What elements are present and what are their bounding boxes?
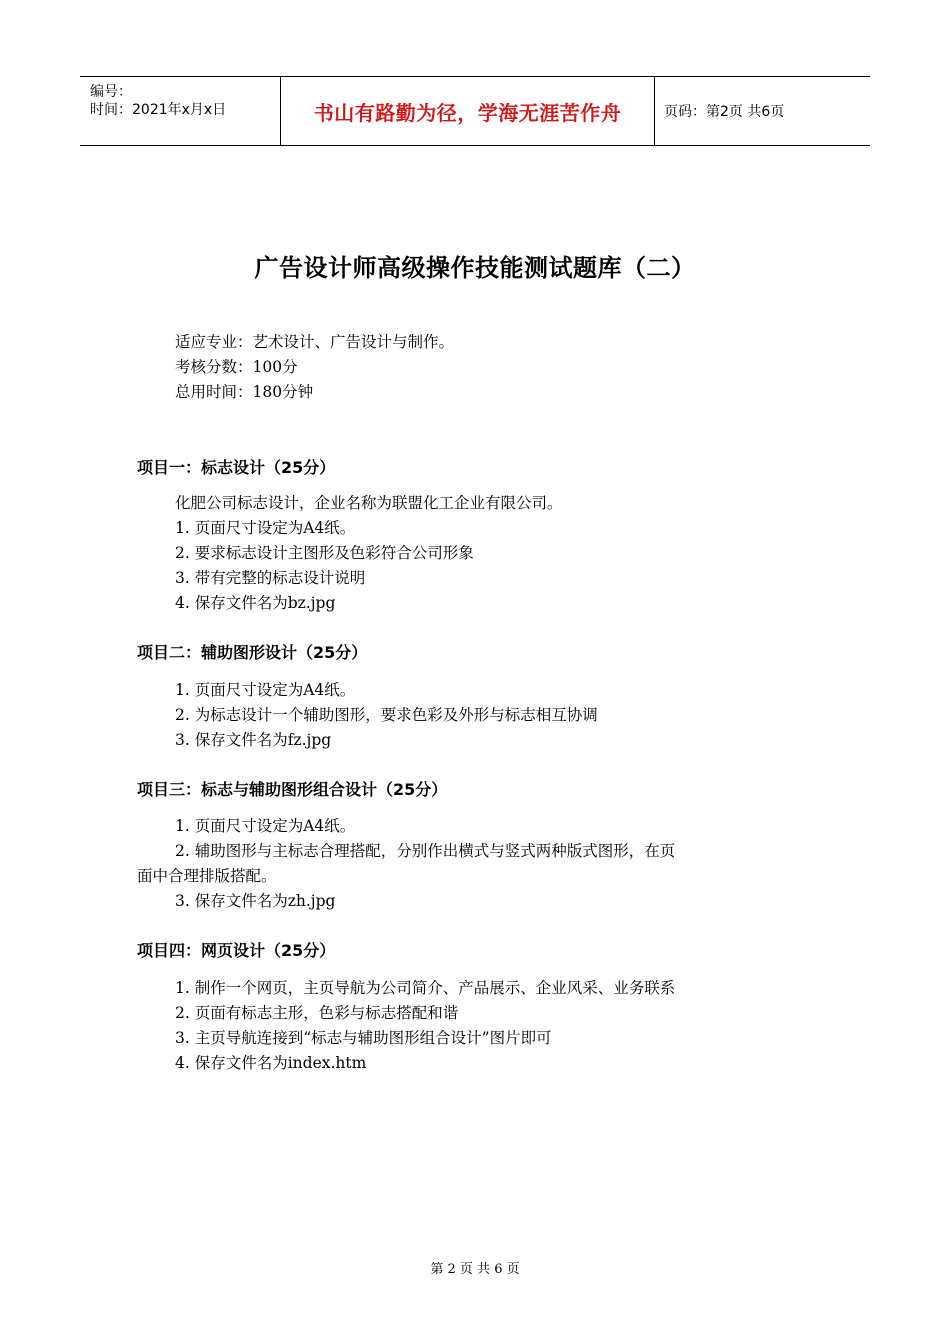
section-heading: 项目三：标志与辅助图形组合设计（25分） — [137, 780, 448, 799]
list-item: 1. 页面尺寸设定为A4纸。 — [175, 817, 356, 835]
list-item: 3. 保存文件名为zh.jpg — [175, 892, 336, 910]
header-page-info: 页码：第2页 共6页 — [664, 104, 785, 120]
header-motto: 书山有路勤为径，学海无涯苦作舟 — [281, 77, 655, 145]
number-label: 编号： — [90, 84, 132, 100]
list-item: 3. 主页导航连接到“标志与辅助图形组合设计”图片即可 — [175, 1029, 552, 1047]
meta-time: 总用时间：180分钟 — [175, 383, 314, 401]
list-item-continuation: 面中合理排版搭配。 — [137, 867, 277, 885]
list-item: 2. 辅助图形与主标志合理搭配，分别作出横式与竖式两种版式图形，在页 — [175, 842, 676, 860]
section-heading: 项目四：网页设计（25分） — [137, 941, 336, 960]
section-heading: 项目一：标志设计（25分） — [137, 458, 336, 477]
meta-score: 考核分数：100分 — [175, 358, 298, 376]
page-footer: 第 2 页 共 6 页 — [430, 1262, 520, 1277]
list-item: 1. 制作一个网页，主页导航为公司简介、产品展示、企业风采、业务联系 — [175, 979, 676, 997]
list-item: 4. 保存文件名为index.htm — [175, 1054, 367, 1072]
time-label: 时间：2021年x月x日 — [90, 102, 227, 118]
section-heading: 项目二：辅助图形设计（25分） — [137, 643, 368, 662]
list-item: 2. 为标志设计一个辅助图形，要求色彩及外形与标志相互协调 — [175, 706, 598, 724]
section-intro: 化肥公司标志设计，企业名称为联盟化工企业有限公司。 — [175, 494, 563, 512]
list-item: 4. 保存文件名为bz.jpg — [175, 594, 336, 612]
header-info-cell — [80, 77, 281, 145]
page-header — [80, 76, 870, 146]
list-item: 1. 页面尺寸设定为A4纸。 — [175, 519, 356, 537]
document-title: 广告设计师高级操作技能测试题库（二） — [254, 254, 696, 282]
list-item: 1. 页面尺寸设定为A4纸。 — [175, 681, 356, 699]
list-item: 2. 要求标志设计主图形及色彩符合公司形象 — [175, 544, 474, 562]
list-item: 3. 保存文件名为fz.jpg — [175, 731, 332, 749]
list-item: 3. 带有完整的标志设计说明 — [175, 569, 366, 587]
meta-major: 适应专业：艺术设计、广告设计与制作。 — [175, 333, 455, 351]
list-item: 2. 页面有标志主形，色彩与标志搭配和谐 — [175, 1004, 459, 1022]
